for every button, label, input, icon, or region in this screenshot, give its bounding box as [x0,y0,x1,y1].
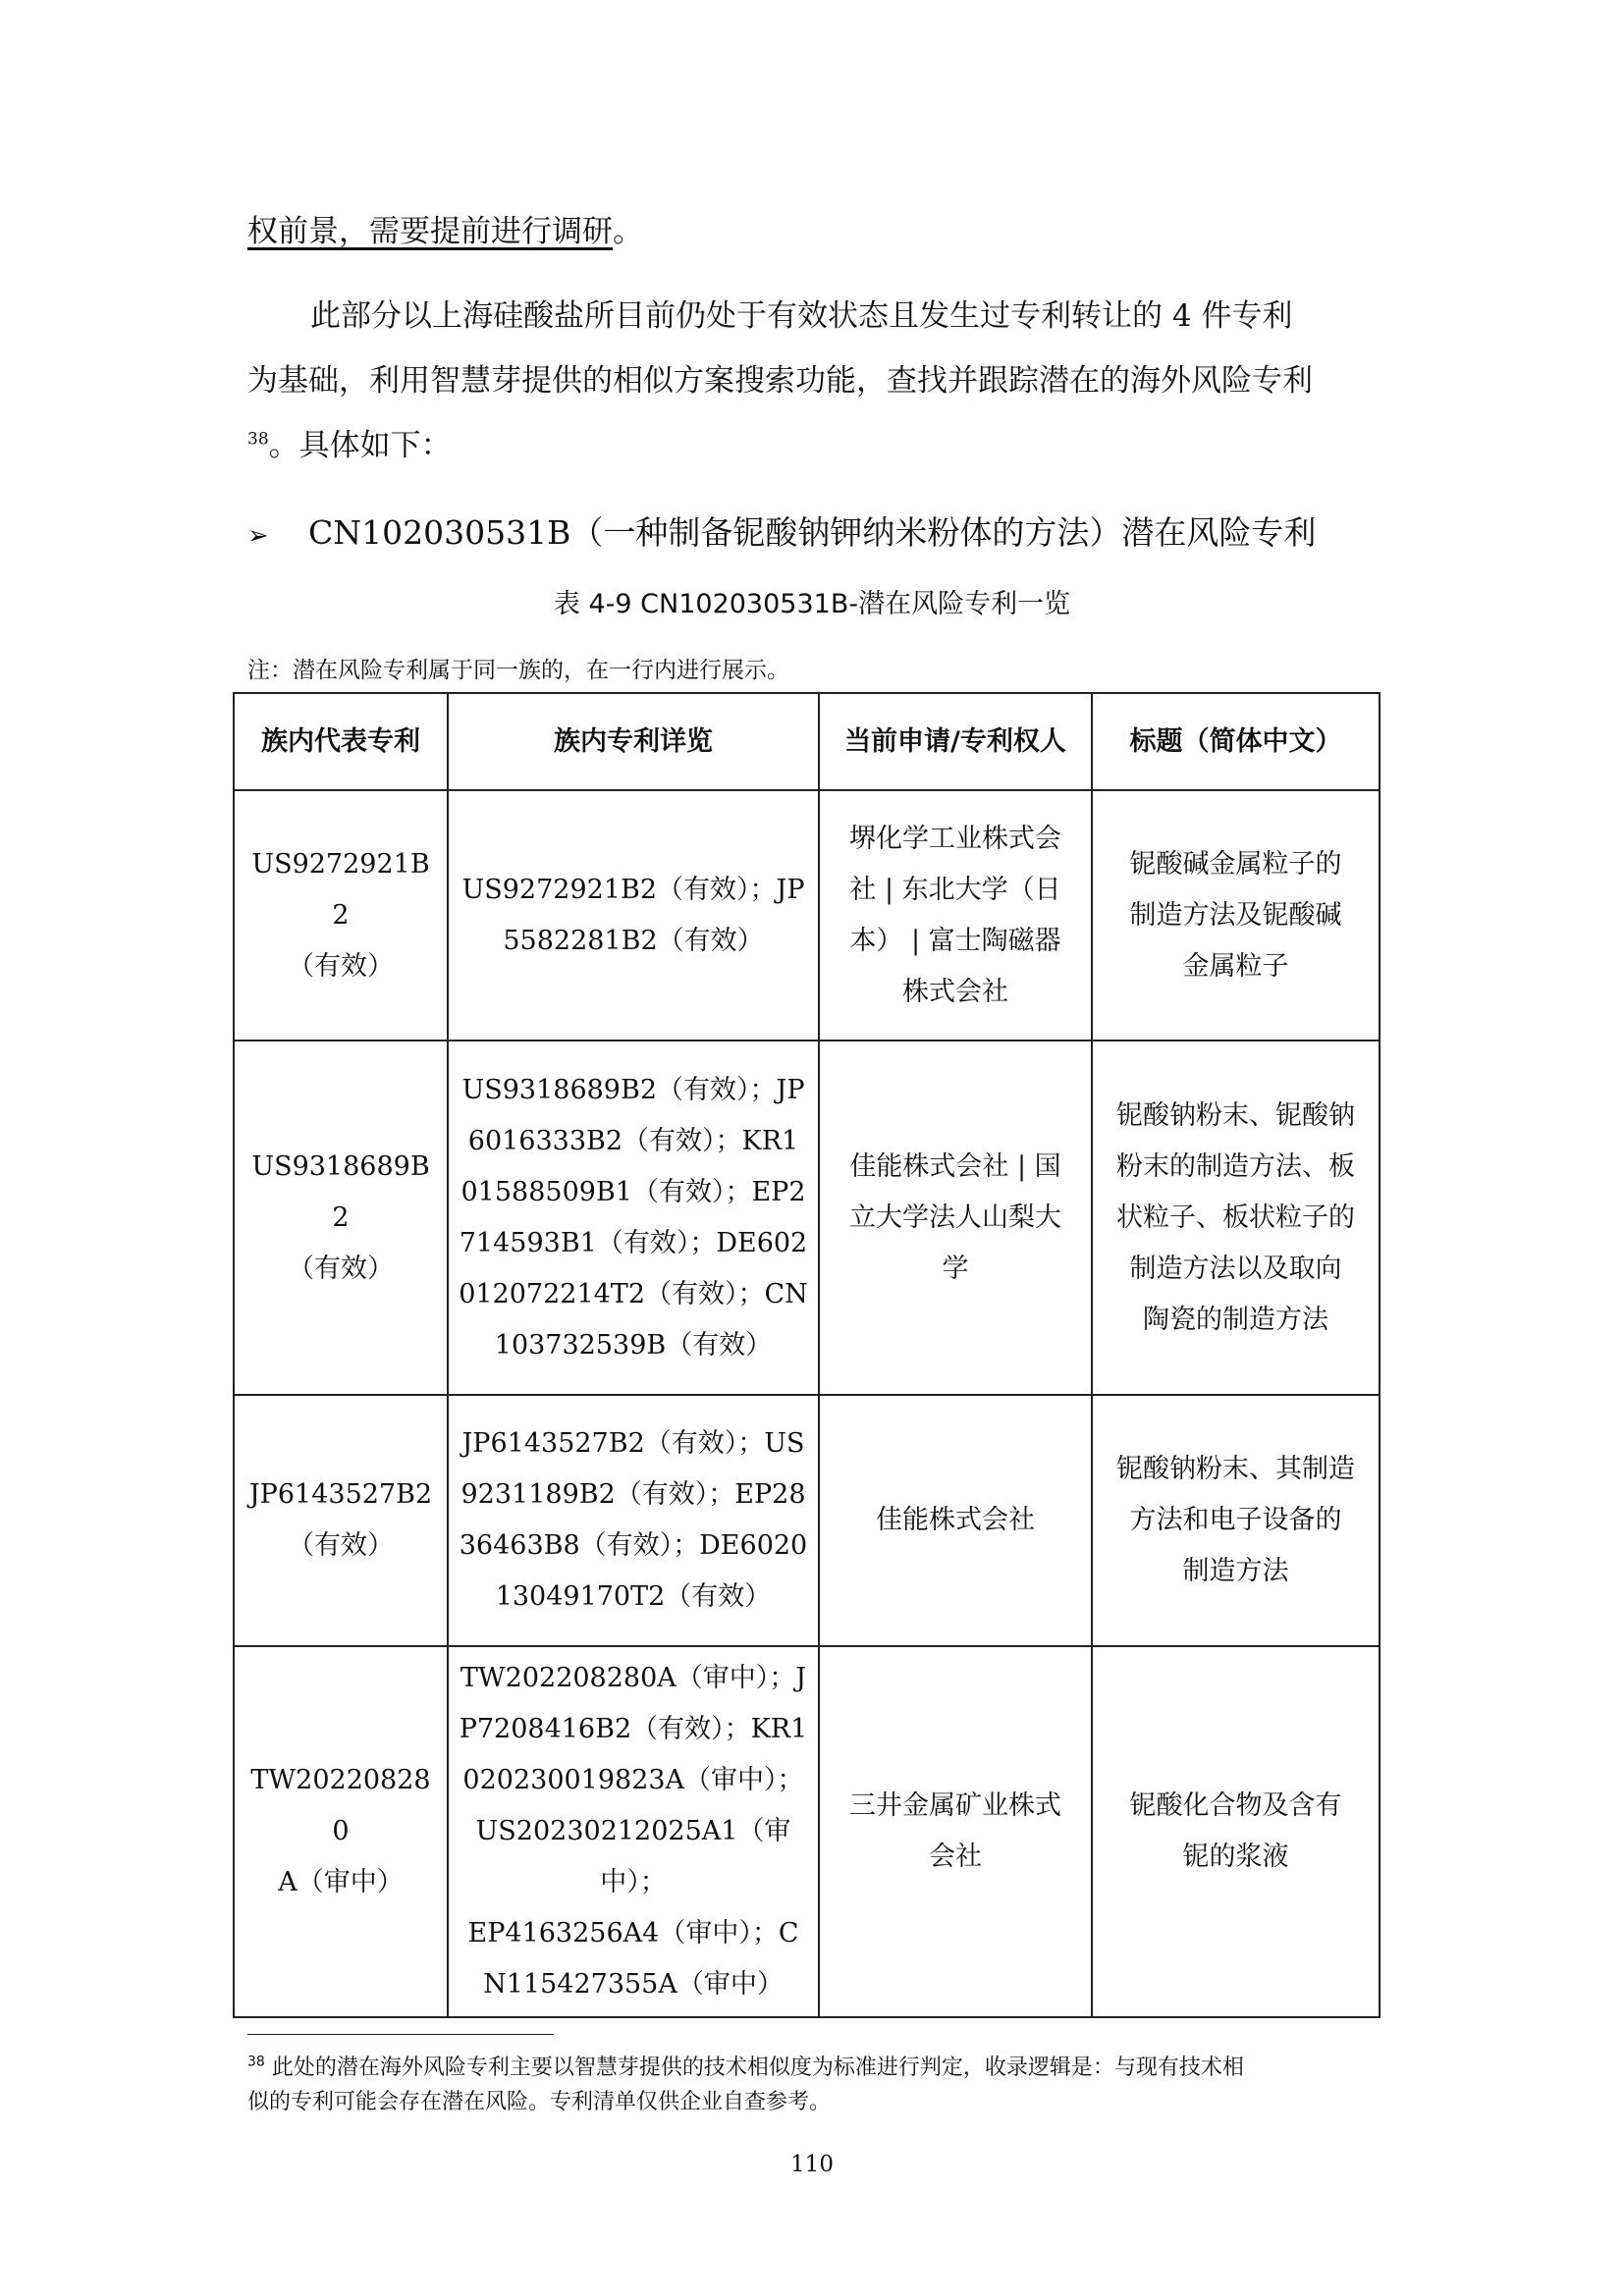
cell-line: 铌酸钠粉末、其制造 [1116,1454,1355,1484]
cell-line: 制造方法及铌酸碱 [1129,899,1342,931]
cell-line: 本） | 富士陶磁器 [849,925,1061,956]
cell-line: N115427355A（审中） [483,1969,784,2000]
cell-line: （有效） [288,1253,394,1284]
cell-line: 9231189B2（有效）；EP28 [460,1479,806,1510]
cell-line: A（审中） [278,1867,404,1897]
cell-assignee [819,790,1092,1041]
cell-family-details [448,1395,819,1646]
cell-line: JP6143527B2 [248,1479,433,1510]
table-row [234,1395,1380,1646]
cell-family-details [448,1646,819,2017]
cell-representative-patent [234,1646,448,2017]
cell-line: 制造方法以及取向 [1129,1253,1342,1284]
cell-line: 020230019823A（审中）； [462,1765,804,1795]
paragraph-2-tail: 。具体如下： [268,428,452,463]
cell-line: 5582281B2（有效） [503,925,764,956]
bullet-heading-text: CN102030531B（一种制备铌酸钠钾纳米粉体的方法）潜在风险专利 [308,513,1317,552]
cell-line: US9272921B2 [251,848,430,931]
table-caption: 表 4-9 CN102030531B-潜在风险专利一览 [553,589,1071,619]
cell-title [1092,1041,1380,1395]
arrow-bullet-icon: ➢ [247,521,269,551]
cell-assignee [819,1646,1092,2017]
cell-line: 粉末的制造方法、板 [1116,1150,1355,1182]
table-row [234,1041,1380,1395]
cell-line: TW202208280 [250,1765,431,1846]
cell-line: TW202208280A（审中）；J [460,1663,807,1693]
page-number: 110 [790,2152,834,2177]
footnote [247,2051,1377,2119]
cell-line: 状粒子、板状粒子的 [1116,1201,1355,1233]
cell-line: （有效） [288,950,394,982]
footnote-number: 38 [247,2054,265,2070]
cell-title [1092,1395,1380,1646]
patent-table [233,692,1380,2018]
cell-line: 立大学法人山梨大 [849,1201,1061,1233]
cell-line: JP6143527B2（有效）；US [461,1428,805,1459]
cell-line: EP4163256A4（审中）；C [467,1918,799,1949]
cell-line: 103732539B（有效） [494,1329,773,1361]
cell-representative-patent [234,1041,448,1395]
cell-assignee [819,1395,1092,1646]
cell-line: 铌酸钠粉末、铌酸钠 [1116,1099,1355,1131]
cell-line: 01588509B1（有效）；EP2 [460,1176,806,1207]
bullet-heading [247,512,1316,557]
cell-line: 陶瓷的制造方法 [1143,1304,1328,1335]
cell-line: 13049170T2（有效） [495,1581,772,1612]
cell-line: US9272921B2（有效）；JP [461,874,805,905]
cell-line: US20230212025A1（审中）； [475,1816,791,1897]
cell-line: （有效） [288,1530,394,1561]
cell-title [1092,790,1380,1041]
cell-family-details [448,790,819,1041]
cell-line: 学 [942,1253,969,1284]
cell-line: 6016333B2（有效）；KR1 [467,1125,799,1156]
cell-line: P7208416B2（有效）；KR1 [459,1714,808,1744]
cell-line: 株式会社 [902,976,1008,1007]
cell-line: US9318689B2（有效）；JP [461,1074,805,1105]
header-assignee: 当前申请/专利权人 [819,693,1092,790]
cell-family-details [448,1041,819,1395]
header-family-details: 族内专利详览 [448,693,819,790]
cell-line: 堺化学工业株式会 [849,823,1061,854]
table-header-row [234,693,1380,790]
footnote-line-2: 似的专利可能会存在潜在风险。专利清单仅供企业自查参考。 [247,2090,832,2114]
cell-representative-patent [234,1395,448,1646]
cell-line: US9318689B2 [251,1150,430,1233]
cell-line: 方法和电子设备的 [1129,1505,1342,1535]
table-note: 注：潜在风险专利属于同一族的，在一行内进行展示。 [247,658,789,683]
cell-title [1092,1646,1380,2017]
cell-line: 三井金属矿业株式 [849,1790,1061,1821]
cell-line: 36463B8（有效）；DE6020 [459,1530,808,1561]
cell-line: 佳能株式会社 | 国 [849,1150,1061,1182]
underlined-text: 权前景，需要提前进行调研 [247,214,613,249]
cell-line: 制造方法 [1182,1556,1289,1586]
cell-line: 铌的浆液 [1182,1842,1289,1872]
cell-line: 金属粒子 [1182,950,1289,982]
paragraph-2-line-1: 此部分以上海硅酸盐所目前仍处于有效状态且发生过专利转让的 4 件专利 [310,298,1293,334]
footnote-text: 此处的潜在海外风险专利主要以智慧芽提供的技术相似度为标准进行判定，收录逻辑是：与现有技术相 [271,2056,1244,2080]
header-title: 标题（简体中文） [1092,693,1380,790]
cell-representative-patent [234,790,448,1041]
cell-line: 社 | 东北大学（日 [849,874,1061,905]
paragraph-2-line-3 [247,426,1377,465]
paragraph-1-line [247,212,1377,251]
cell-assignee [819,1041,1092,1395]
footnote-ref: 38 [247,429,269,450]
cell-line: 会社 [929,1842,982,1872]
footnote-divider [247,2034,554,2035]
paragraph-2-line-2: 为基础，利用智慧芽提供的相似方案搜索功能，查找并跟踪潜在的海外风险专利 [247,363,1313,399]
cell-line: 佳能株式会社 [876,1505,1035,1535]
cell-line: 714593B1（有效）；DE602 [459,1227,808,1258]
sentence-end: 。 [613,214,643,249]
cell-line: 铌酸化合物及含有 [1129,1790,1342,1821]
cell-line: 铌酸碱金属粒子的 [1129,848,1342,880]
table-row [234,1646,1380,2017]
footnote-line-1 [247,2051,1377,2085]
header-representative-patent: 族内代表专利 [234,693,448,790]
table-row [234,790,1380,1041]
cell-line: 012072214T2（有效）；CN [459,1278,808,1309]
